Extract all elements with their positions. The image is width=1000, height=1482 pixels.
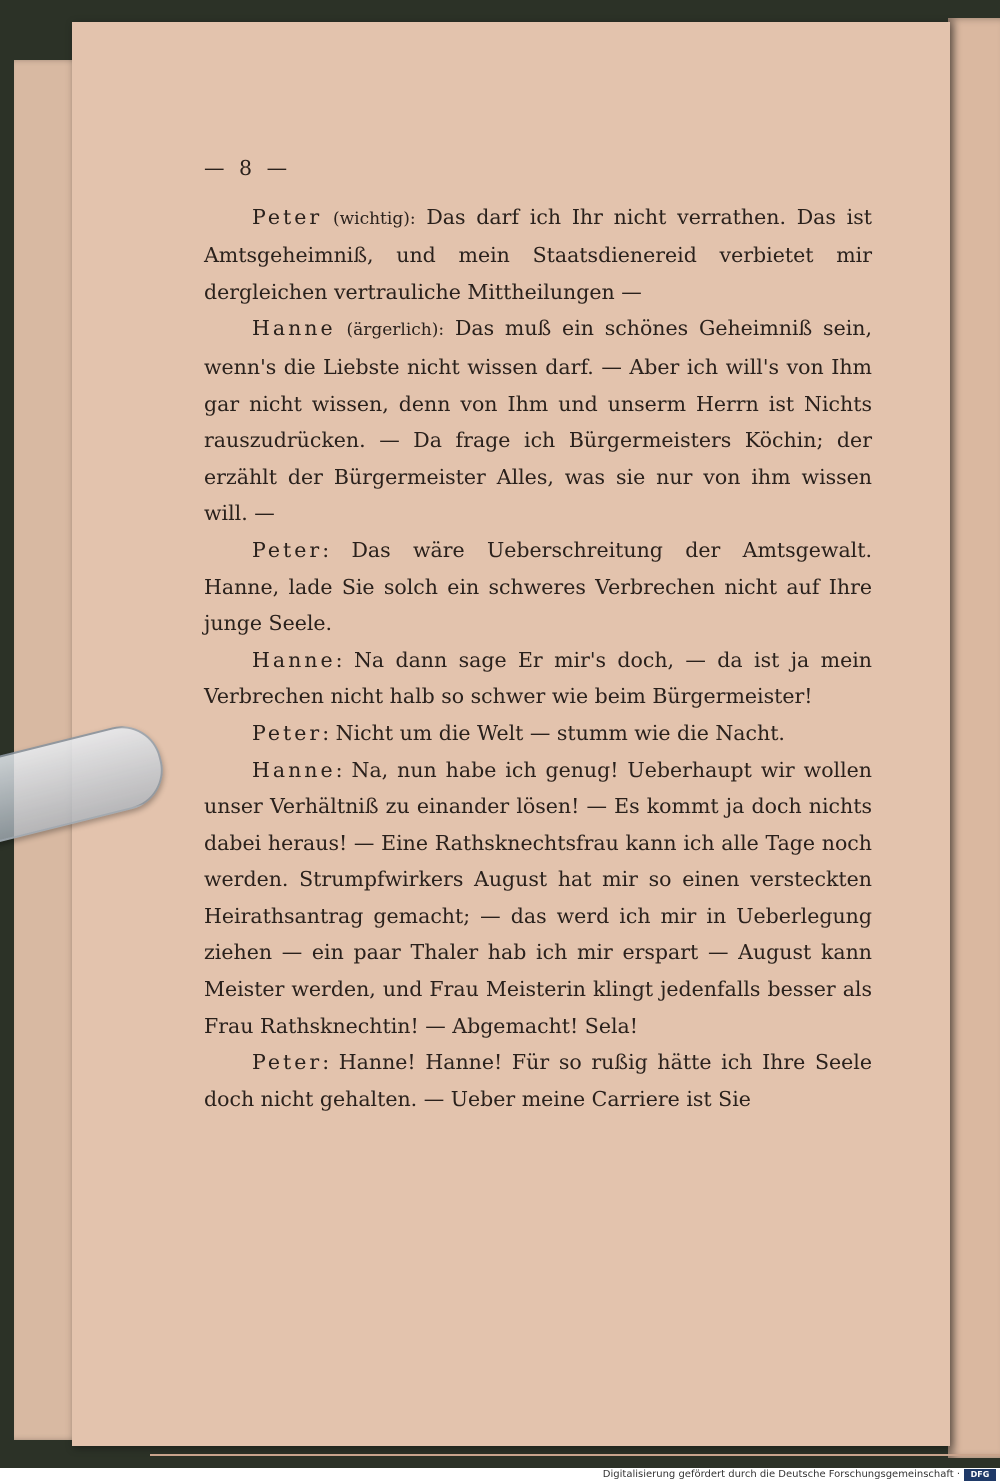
speaker-name: Hanne — [252, 647, 336, 672]
next-page-edge — [948, 18, 1000, 1458]
page-number: — 8 — — [204, 156, 292, 180]
dialogue-text: Na dann sage Er mir's doch, — da ist ja mein Verbrechen nicht halb so schwer wie beim Bürgermeister! — [204, 647, 872, 709]
dialogue-line — [204, 199, 872, 311]
footer-credit: Digitalisierung gefördert durch die Deutsche Forschungsgemeinschaft · — [602, 1469, 960, 1480]
speaker-colon: : — [322, 720, 330, 745]
dialogue-line — [204, 310, 872, 532]
dialogue-line — [204, 1044, 872, 1117]
stage-direction: (ärgerlich): — [346, 320, 445, 341]
stage-direction: (wichtig): — [332, 208, 416, 229]
speaker-colon: : — [322, 1050, 330, 1075]
dialogue-text: Hanne! Hanne! Für so rußig hätte ich Ihre Seele doch nicht gehalten. — Ueber meine Carriere ist Sie — [204, 1050, 872, 1111]
dialogue-text: Nicht um die Welt — stumm wie die Nacht. — [335, 720, 785, 745]
speaker-colon: : — [335, 647, 343, 672]
dialogue-text: Das wäre Ueberschreitung der Amtsgewalt. Hanne, lade Sie solch ein schweres Verbrechen nicht auf Ihre junge Seele. — [204, 537, 872, 636]
speaker-name: Peter — [252, 204, 323, 229]
speaker-colon: : — [335, 757, 343, 782]
dialogue-text: Das muß ein schönes Geheimniß sein, wenn's die Liebste nicht wissen darf. — Aber ich will's von Ihm gar nicht wissen, denn von Ihm und unserm Herrn ist Nichts rauszudrücken. — Da frage ich Bürgermeisters Köchin; der erzählt der Bürgermeister Alles, was sie nur von ihm wissen will. — — [204, 316, 872, 526]
dialogue-text: Das darf ich Ihr nicht verrathen. Das ist Amtsgeheimniß, und mein Staatsdienereid verbietet mir dergleichen vertrauliche Mittheilungen — — [204, 204, 872, 304]
dialogue-line — [204, 715, 872, 752]
speaker-name: Peter — [252, 1050, 323, 1075]
dfg-logo: DFG — [964, 1469, 996, 1481]
speaker-name: Hanne — [252, 757, 336, 782]
speaker-colon: : — [322, 537, 330, 562]
speaker-name: Hanne — [252, 316, 336, 341]
speaker-name: Peter — [252, 537, 323, 562]
page-bottom-edge — [150, 1392, 1000, 1456]
dialogue-text: Na, nun habe ich genug! Ueberhaupt wir wollen unser Verhältniß zu einander lösen! — Es kommt ja doch nichts dabei heraus! — Eine Rathsknechtsfrau kann ich alle Tage noch werden. Strumpfwirkers August hat mir so einen versteckten Heirathsantrag gemacht; — das werd ich mir in Ueberlegung ziehen — ein paar Thaler hab ich mir erspart — August kann Meister werden, und Frau Meisterin klingt jedenfalls besser als Frau Rathsknechtin! — Abgemacht! Sela! — [204, 757, 872, 1038]
dialogue-line — [204, 752, 872, 1045]
page-text — [204, 150, 872, 1117]
dialogue-line — [204, 532, 872, 642]
dialogue-line — [204, 642, 872, 715]
speaker-name: Peter — [252, 720, 323, 745]
